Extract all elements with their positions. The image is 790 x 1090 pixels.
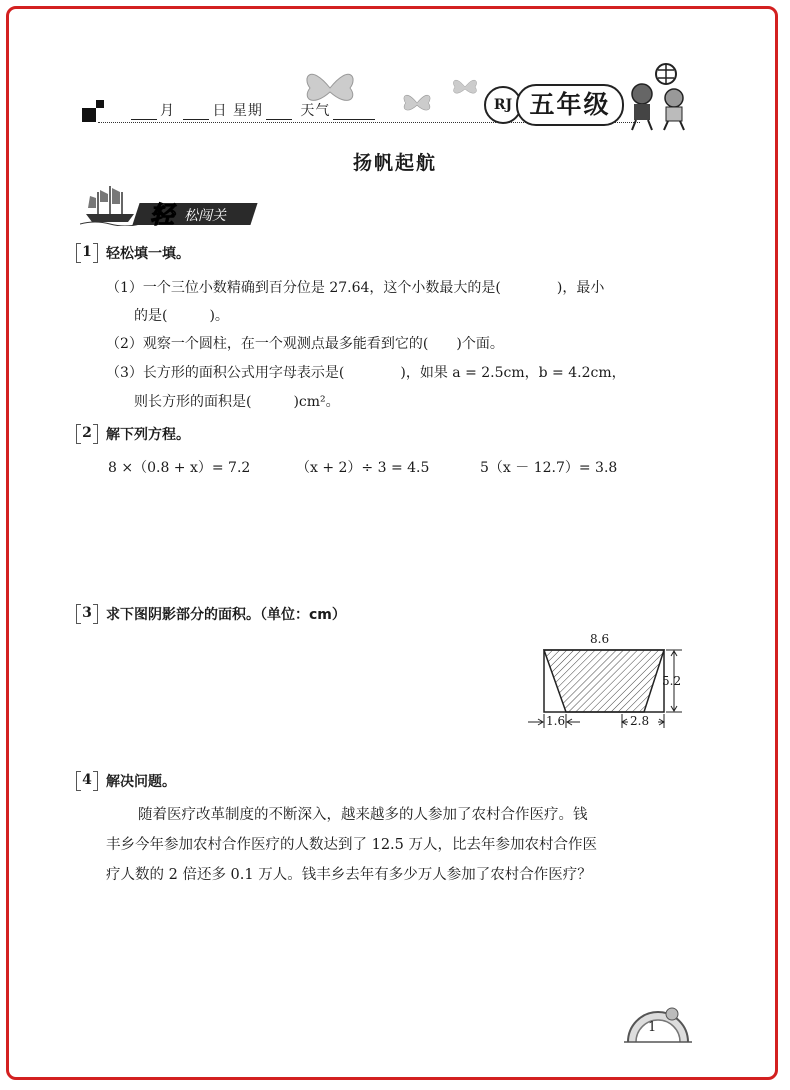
question-number: 3	[76, 604, 98, 622]
day-label: 日	[212, 103, 228, 119]
butterfly-icon	[300, 58, 360, 118]
butterfly-icon	[400, 86, 434, 120]
dimension-bottom-gap: 2.8	[630, 714, 650, 728]
question-title: 求下图阴影部分的面积。（单位：cm）	[106, 607, 346, 623]
question-number: 1	[76, 243, 98, 261]
butterfly-icon	[450, 72, 480, 102]
problem-text: 随着医疗改革制度的不断深入，越来越多的人参加了农村合作医疗。钱	[138, 807, 588, 823]
dimension-height: 5.2	[662, 674, 682, 688]
weather-label: 天气	[300, 103, 331, 119]
problem-text: 疗人数的 2 倍还多 0.1 万人。钱丰乡去年有多少万人参加了农村合作医疗？	[106, 867, 592, 883]
grade-badge: 五年级	[516, 84, 624, 126]
question-text: （3）长方形的面积公式用字母表示是( )，如果 a = 2.5cm，b = 4.2cm，	[106, 365, 626, 381]
question-number: 4	[76, 771, 98, 789]
question-text: （2）观察一个圆柱，在一个观测点最多能看到它的( )个面。	[106, 336, 504, 352]
question-text: 的是( )。	[134, 308, 229, 324]
corner-mark	[82, 108, 96, 122]
question-title: 轻松填一填。	[106, 246, 190, 262]
question-number: 2	[76, 424, 98, 442]
question-text: 则长方形的面积是( )cm²。	[134, 394, 340, 410]
section-banner-bigchar: 轻	[150, 201, 174, 229]
question-title: 解下列方程。	[106, 427, 190, 443]
question-title: 解决问题。	[106, 774, 176, 790]
month-label: 月	[160, 103, 175, 119]
ship-icon	[80, 182, 140, 226]
problem-text: 丰乡今年参加农村合作医疗的人数达到了 12.5 万人，比去年参加农村合作医	[106, 837, 598, 853]
edition-badge: RJ	[484, 86, 522, 124]
page-title: 扬帆起航	[352, 152, 437, 174]
children-illustration	[624, 60, 694, 132]
weekday-label: 星期	[232, 103, 263, 119]
page-number-decoration	[622, 1002, 694, 1048]
equation: 5（x － 12.7）= 3.8	[480, 460, 618, 476]
question-text: （1）一个三位小数精确到百分位是 27.64，这个小数最大的是( )，最小	[106, 280, 605, 296]
equation: 8 ×（0.8 + x）= 7.2	[108, 460, 251, 476]
section-banner-text: 松闯关	[184, 208, 226, 224]
page-number: 1	[648, 1020, 657, 1035]
equation: （x + 2）÷ 3 = 4.5	[296, 460, 430, 476]
dimension-left-gap: 1.6	[546, 714, 566, 728]
corner-mark-small	[96, 100, 104, 108]
dimension-top: 8.6	[590, 632, 610, 646]
